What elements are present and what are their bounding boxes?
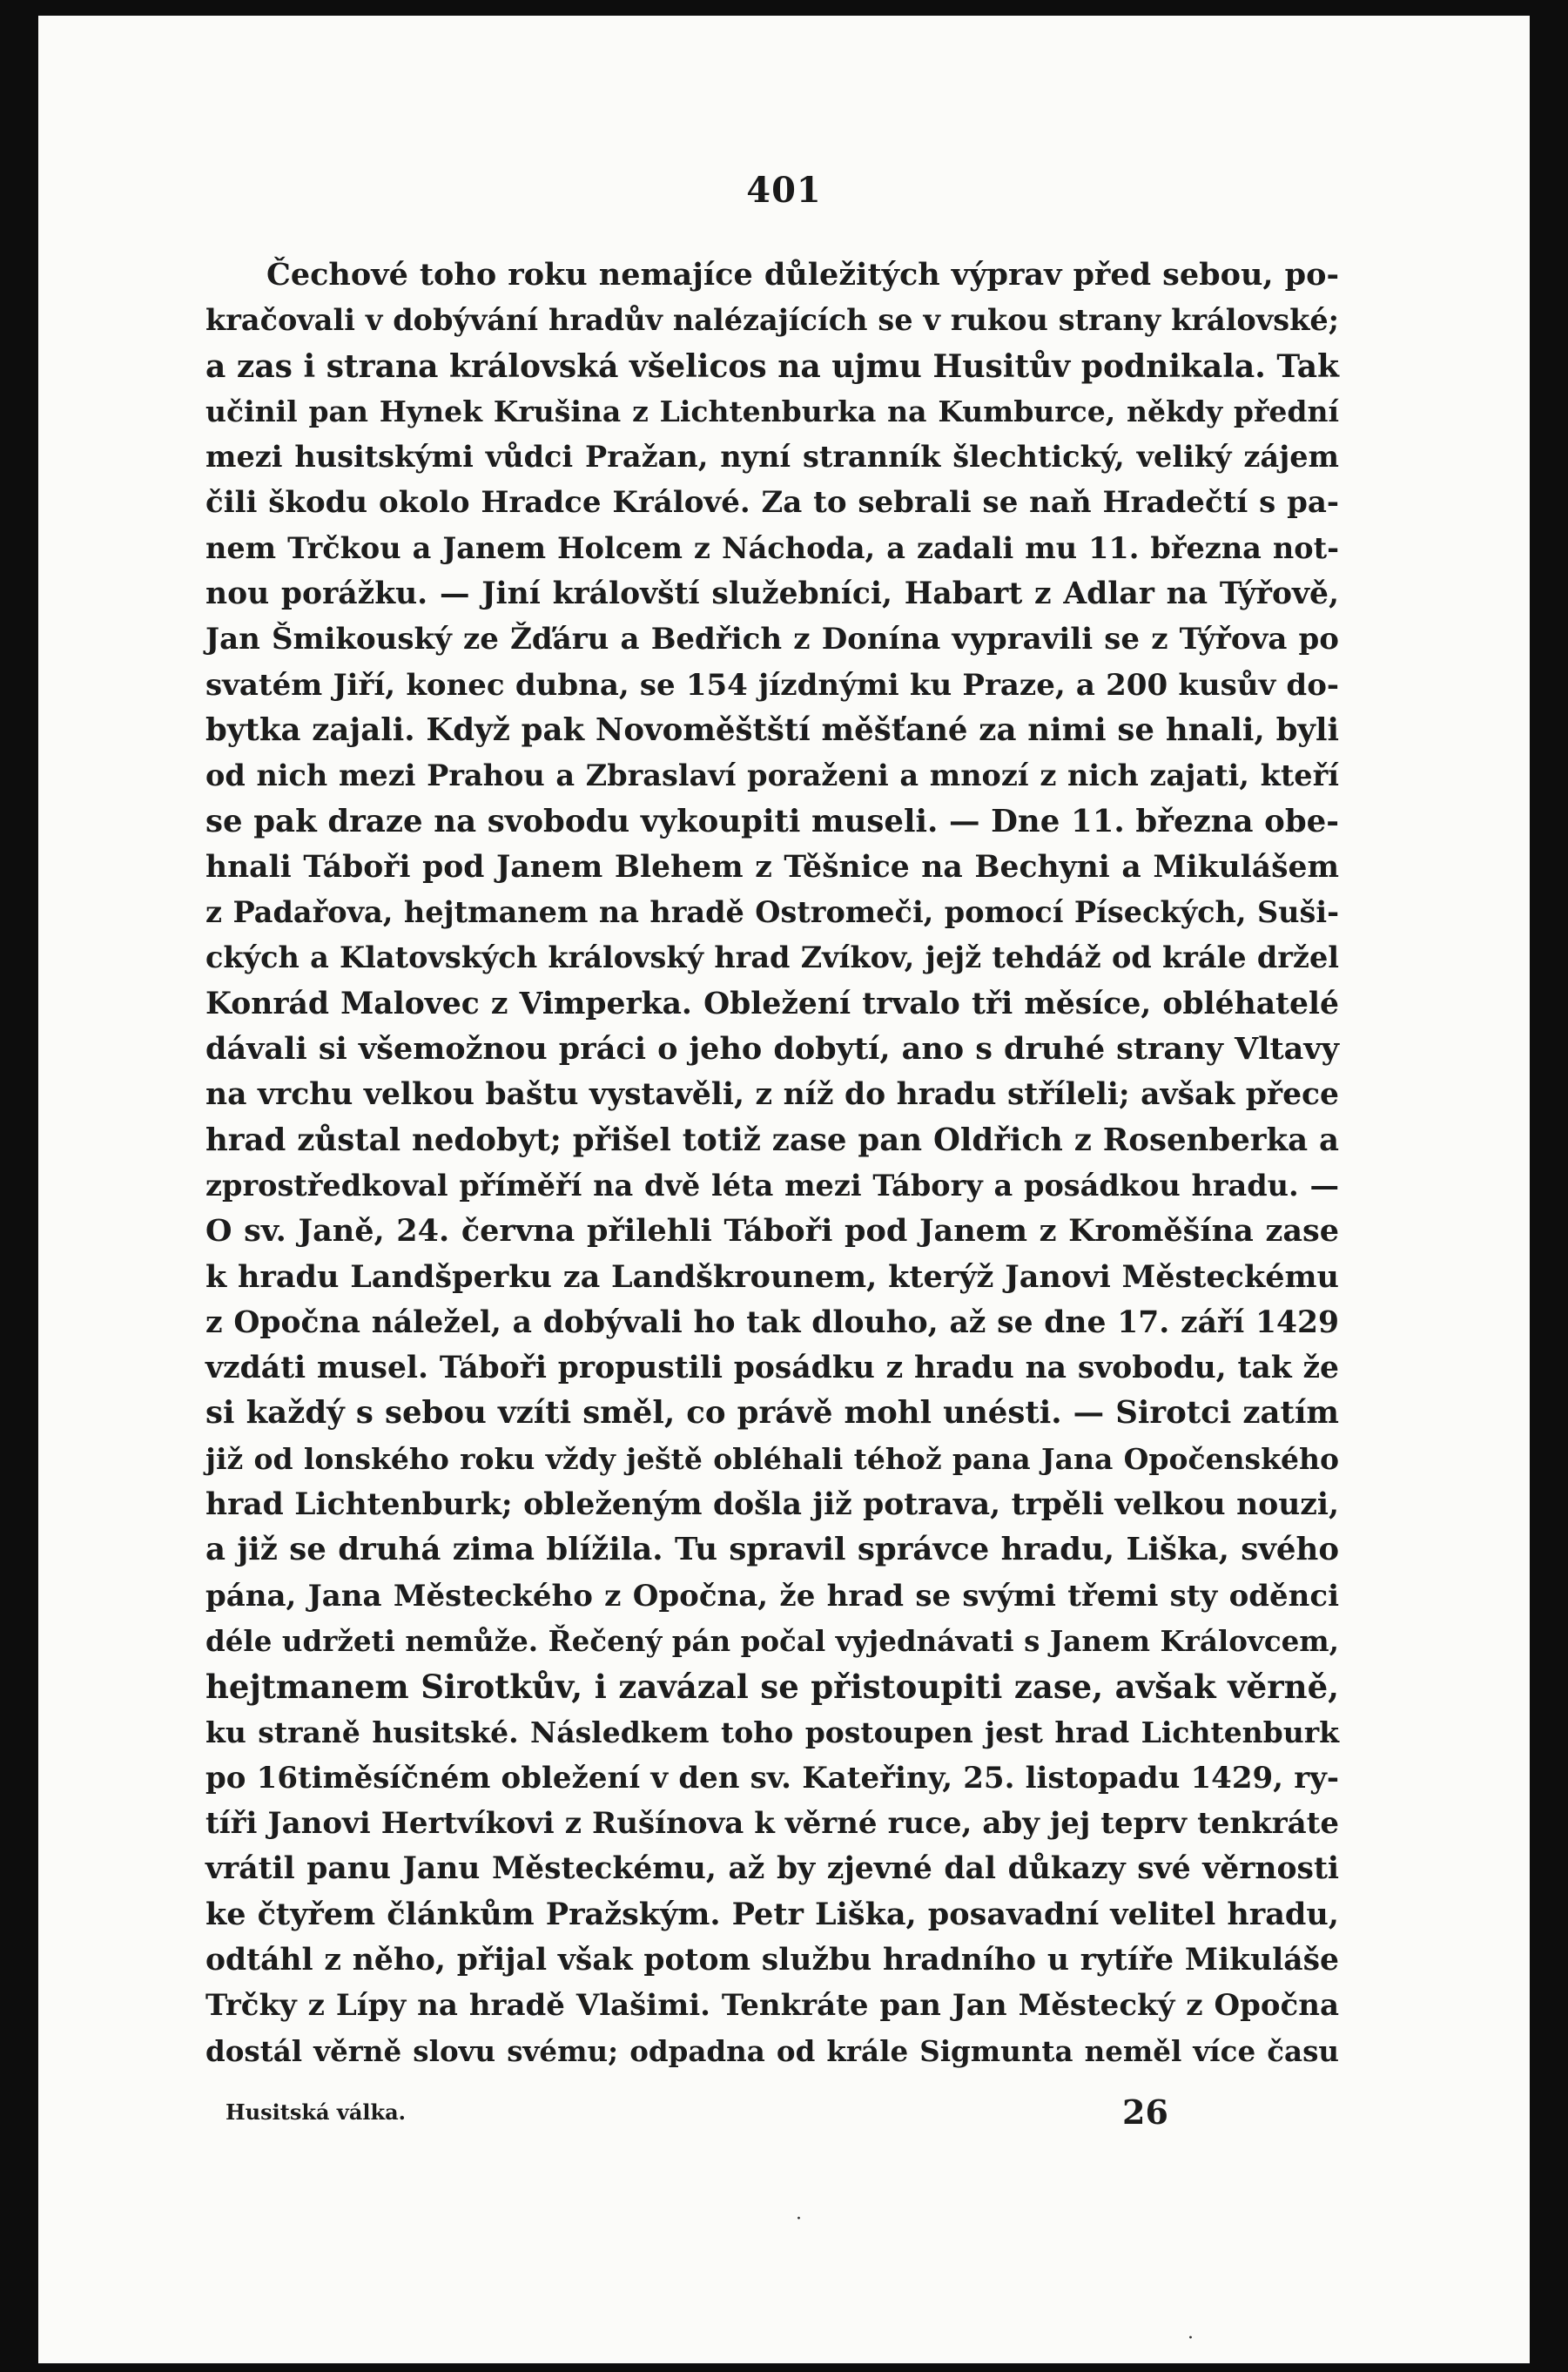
text-line: Konrád Malovec z Vimperka. Obležení trvalo tři měsíce, obléhatelé	[205, 986, 1339, 1021]
text-line: Jan Šmikouský ze Žďáru a Bedřich z Donína vypravili se z Týřova po	[205, 622, 1339, 657]
text-line: a již se druhá zima blížila. Tu spravil správce hradu, Liška, svého	[205, 1532, 1339, 1568]
text-line: bytka zajali. Když pak Novoměštští měšťané za nimi se hnali, byli	[205, 711, 1339, 748]
text-line: Čechové toho roku nemajíce důležitých výprav před sebou, po-	[266, 257, 1339, 293]
scan-speck: ·	[1188, 2328, 1194, 2349]
text-line: po 16timěsíčném obležení v den sv. Kateřiny, 25. listopadu 1429, ry-	[205, 1760, 1339, 1796]
text-line: odtáhl z něho, přijal však potom službu hradního u rytíře Mikuláše	[205, 1942, 1339, 1978]
text-line: od nich mezi Prahou a Zbraslaví poraženi a mnozí z nich zajati, kteří	[205, 758, 1339, 793]
text-line: vzdáti musel. Táboři propustili posádku z hradu na svobodu, tak že	[205, 1351, 1339, 1386]
text-line: z Padařova, hejtmanem na hradě Ostromeči, pomocí Píseckých, Suši-	[205, 895, 1339, 930]
text-line: O sv. Janě, 24. června přilehli Táboři pod Janem z Kroměšína zase	[205, 1213, 1339, 1250]
text-line: učinil pan Hynek Krušina z Lichtenburka na Kumburce, někdy přední	[205, 394, 1339, 428]
text-line: kračovali v dobývání hradův nalézajících se v rukou strany královské;	[205, 303, 1339, 338]
text-line: zprostředkoval příměří na dvě léta mezi Tábory a posádkou hradu. —	[205, 1168, 1339, 1203]
text-line: k hradu Landšperku za Landškrounem, kterýž Janovi Městeckému	[205, 1258, 1339, 1295]
text-line: a zas i strana královská všelicos na ujmu Husitův podnikala. Tak	[205, 347, 1339, 385]
text-line: ckých a Klatovských královský hrad Zvíkov, jejž tehdáž od krále držel	[205, 940, 1339, 975]
text-line: dostál věrně slovu svému; odpadna od krále Sigmunta neměl více času	[205, 2033, 1339, 2068]
text-line: ke čtyřem článkům Pražským. Petr Liška, posavadní velitel hradu,	[205, 1896, 1339, 1932]
text-line: hrad zůstal nedobyt; přišel totiž zase pan Oldřich z Rosenberka a	[205, 1122, 1339, 1158]
text-line: svatém Jiří, konec dubna, se 154 jízdnými ku Praze, a 200 kusův do-	[205, 667, 1339, 703]
text-line: tíři Janovi Hertvíkovi z Rušínova k věrné ruce, aby jej teprv tenkráte	[205, 1806, 1339, 1842]
text-line: déle udržeti nemůže. Řečený pán počal vyjednávati s Janem Královcem,	[205, 1623, 1339, 1658]
body-text	[205, 253, 1339, 2074]
text-line: pána, Jana Městeckého z Opočna, že hrad se svými třemi sty oděnci	[205, 1578, 1339, 1614]
text-line: nem Trčkou a Janem Holcem z Náchoda, a zadali mu 11. března not-	[205, 530, 1339, 565]
text-line: hejtmanem Sirotkův, i zavázal se přistoupiti zase, avšak věrně,	[205, 1668, 1339, 1707]
text-line: dávali si všemožnou práci o jeho dobytí, ano s druhé strany Vltavy	[205, 1031, 1339, 1068]
text-line: nou porážku. — Jiní královští služebníci, Habart z Adlar na Týřově,	[205, 576, 1339, 612]
page-number: 401	[746, 170, 822, 211]
text-line: čili škodu okolo Hradce Králové. Za to sebrali se naň Hradečtí s pa-	[205, 485, 1339, 521]
text-line: z Opočna náležel, a dobývali ho tak dlouho, až se dne 17. září 1429	[205, 1304, 1339, 1340]
text-line: hnali Táboři pod Janem Blehem z Těšnice na Bechyni a Mikulášem	[205, 849, 1339, 885]
text-line: ku straně husitské. Následkem toho postoupen jest hrad Lichtenburk	[205, 1715, 1339, 1749]
footer-book-title: Husitská válka.	[225, 2099, 407, 2125]
text-line: Trčky z Lípy na hradě Vlašimi. Tenkráte pan Jan Městecký z Opočna	[205, 1988, 1339, 2024]
footer-signature-mark: 26	[1122, 2092, 1168, 2132]
text-line: se pak draze na svobodu vykoupiti museli. — Dne 11. března obe-	[205, 803, 1339, 839]
text-line: mezi husitskými vůdci Pražan, nyní stranník šlechtický, veliký zájem	[205, 440, 1339, 475]
text-line: hrad Lichtenburk; obleženým došla již potrava, trpěli velkou nouzi,	[205, 1487, 1339, 1523]
scanned-page	[38, 16, 1530, 2363]
text-line: na vrchu velkou baštu vystavěli, z níž do hradu stříleli; avšak přece	[205, 1077, 1339, 1113]
text-line: vrátil panu Janu Městeckému, až by zjevné dal důkazy své věrnosti	[205, 1851, 1339, 1887]
text-line: si každý s sebou vzíti směl, co právě mohl unésti. — Sirotci zatím	[205, 1395, 1339, 1432]
text-line: již od lonského roku vždy ještě obléhali téhož pana Jana Opočenského	[205, 1441, 1339, 1476]
scan-speck: ·	[796, 2208, 802, 2230]
